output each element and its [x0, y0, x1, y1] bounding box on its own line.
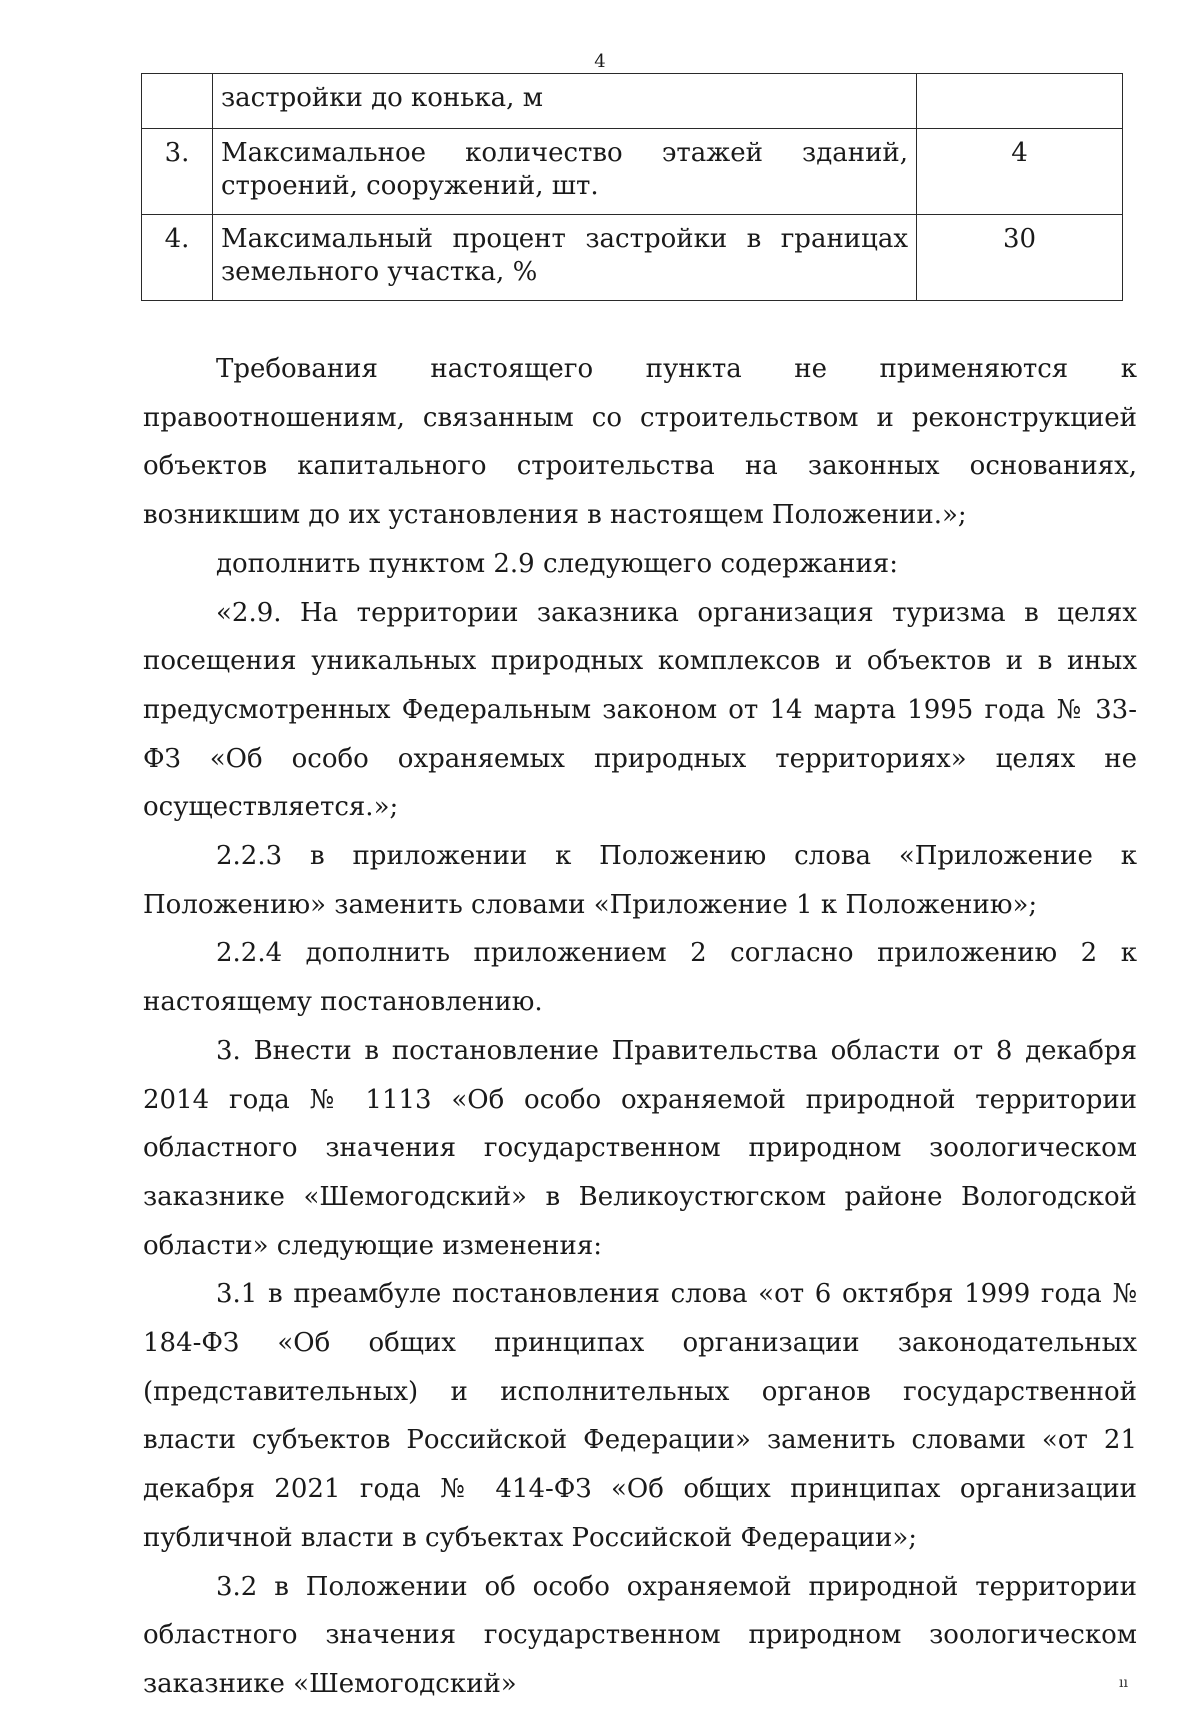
row-value-cell: 30	[917, 215, 1123, 301]
paragraph: 2.2.4 дополнить приложением 2 согласно приложению 2 к настоящему постановлению.	[143, 938, 1137, 1018]
paragraph: 3.2 в Положении об особо охраняемой природной территории областного значения государственном природном зоологическом заказнике «Шемогодский»	[143, 1571, 1137, 1699]
paragraph: дополнить пунктом 2.9 следующего содержания:	[216, 548, 898, 579]
page-number: 4	[594, 51, 606, 72]
table-row	[142, 74, 1123, 129]
row-number-cell: 3.	[142, 129, 213, 215]
table-row	[142, 129, 1123, 215]
corner-mark: ıı	[1119, 1675, 1128, 1691]
row-value-cell: 4	[917, 129, 1123, 215]
paragraph: Требования настоящего пункта не применяются к правоотношениям, связанным со строительством и реконструкцией объектов капитального строительства на законных основаниях, возникшим до их установления в настоящем Положении.»;	[143, 354, 1137, 531]
row-number-cell: 4.	[142, 215, 213, 301]
row-description-cell: Максимальное количество этажей зданий, строений, сооружений, шт.	[213, 129, 917, 215]
paragraph: 3. Внести в постановление Правительства области от 8 декабря 2014 года № 1113 «Об особо охраняемой природной территории областного значения государственном природном зоологическом заказнике «Шемогодский» в Великоустюгском районе Вологодской области» следующие изменения:	[143, 1035, 1137, 1261]
document-body	[143, 345, 1137, 1709]
requirements-table	[141, 73, 1123, 301]
paragraph: 2.2.3 в приложении к Положению слова «Приложение к Положению» заменить словами «Приложение 1 к Положению»;	[143, 841, 1137, 920]
paragraph: 3.1 в преамбуле постановления слова «от 6 октября 1999 года № 184-ФЗ «Об общих принципах организации законодательных (представительных) и исполнительных органов государственной власти субъектов Российской Федерации» заменить словами «от 21 декабря 2021 года № 414-ФЗ «Об общих принципах организации публичной власти в субъектах Российской Федерации»;	[143, 1279, 1137, 1553]
paragraph: «2.9. На территории заказника организация туризма в целях посещения уникальных природных комплексов и объектов и в иных предусмотренных Федеральным законом от 14 марта 1995 года № 33-ФЗ «Об особо охраняемых природных территориях» целях не осуществляется.»;	[143, 597, 1137, 823]
row-description-cell: Максимальный процент застройки в границах земельного участка, %	[213, 215, 917, 301]
row-number-cell	[142, 74, 213, 129]
row-value-cell	[917, 74, 1123, 129]
row-description-cell: застройки до конька, м	[213, 74, 917, 129]
table-row	[142, 215, 1123, 301]
